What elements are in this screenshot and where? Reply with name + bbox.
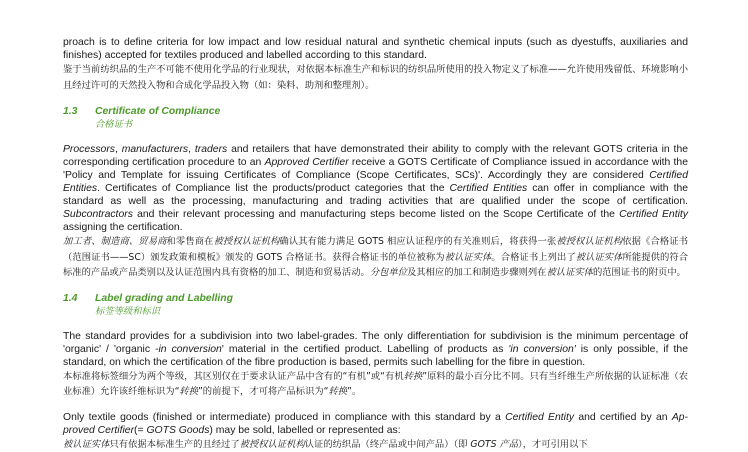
section-title: Label grading and Labelling <box>95 293 233 304</box>
text: can offer in compliance with the standard as well as the processing, manufacturing and trading activities that are qualified under the scope of certification. <box>63 183 688 207</box>
term: 分包单位 <box>370 267 407 278</box>
term: Certified Entities <box>63 170 688 194</box>
text: ”的前提下，才可将产品标识为“ <box>198 386 329 397</box>
term: Subcontractors <box>63 209 133 220</box>
document-page <box>63 36 688 452</box>
text: ) may be sold, labelled or represented as: <box>209 425 400 436</box>
term: 被授权认证机构 <box>556 236 622 247</box>
text: assigning the certification. <box>63 222 183 233</box>
text: is only possible, if the standard, on which the certification of the fibre production is based, permits such labelling for the fibre in question. <box>63 344 688 368</box>
text: (= <box>134 425 146 436</box>
term: 被认证实体 <box>576 252 623 263</box>
term: GOTS Goods <box>146 425 209 436</box>
text: 。合格证书上列出了 <box>491 252 575 263</box>
text: , <box>115 144 122 155</box>
term: 转换 <box>404 371 423 382</box>
text: and their relevant processing and manufacturing steps become listed on the Scope Certificate of the <box>133 209 619 220</box>
term: GOTS 产品 <box>470 439 518 450</box>
labelling-paragraph <box>63 411 688 437</box>
text: ' material in the certified product. Labelling of products as <box>222 344 509 355</box>
term: 被认证实体 <box>546 267 592 278</box>
text: 依据《合格证书（范围证书——SC）颁发政策和模板》颁发的 GOTS 合格证书。获得合格证书的单位被称为 <box>63 236 688 263</box>
text: Only textile goods (finished or intermediate) produced in compliance with this standard by a <box>63 412 505 423</box>
term: Approved Certifier <box>265 157 349 168</box>
text: and certified by an <box>574 412 672 423</box>
term: 被授权认证机构 <box>214 236 280 247</box>
section-heading-1-3 <box>63 105 688 118</box>
term: 被认证实体 <box>63 439 109 450</box>
term: 被授权认证机构 <box>240 439 305 450</box>
text: 和零售商在 <box>167 236 214 247</box>
text: The standard provides for a subdivision into two label-grades. The only differentiation for subdivision is the minimum percentage of 'organic' / 'organic <box>63 331 688 355</box>
term: 转换 <box>179 386 198 397</box>
text: ”。 <box>347 386 361 397</box>
certificate-paragraph-zh <box>63 234 688 281</box>
text: 所能提供的符合标准的产品或产品类别以及认证范围内具有资格的加工、制造和贸易活动。 <box>63 252 688 279</box>
term: -in conversion <box>155 344 222 355</box>
text: 本标准将标签细分为两个等级，其区别仅在于要求认证产品中含有的“有机”或“有机 <box>63 371 404 382</box>
text: 的范围证书的附页中。 <box>593 267 686 278</box>
intro-paragraph-zh: 鉴于当前纺织品的生产不可能不使用化学品的行业现状，对依据本标准生产和标识的纺织品所使用的投入物定义了标准——允许使用残留低、环境影响小且经过许可的天然投入物和合成化学品投入物（如：染料、助剂和整理剂）。 <box>63 62 688 93</box>
term: 被认证实体 <box>445 252 492 263</box>
text: ”原料的最小百分比不同。只有当纤维生产所依据的认证标准（农业标准）允许该纤维标识为“ <box>63 371 688 398</box>
text: 只有依据本标准生产的且经过了 <box>109 439 239 450</box>
term: traders <box>195 144 227 155</box>
text: receive a GOTS Certificate of Compliance issued in accordance with the 'Policy and Template for issuing Certificates of Compliance (Scope Certificates, SCs)'. Accordingly they are considered <box>63 157 688 181</box>
section-title-zh: 合格证书 <box>63 118 688 131</box>
text: 及其相应的加工和制造步骤则列在 <box>407 267 546 278</box>
text: ），才可引用以下 <box>518 439 588 450</box>
label-grading-paragraph <box>63 330 688 369</box>
term: 'in conversion' <box>508 344 575 355</box>
labelling-paragraph-zh <box>63 437 688 452</box>
label-grading-paragraph-zh <box>63 369 688 400</box>
text: , <box>188 144 195 155</box>
term: Ap-proved Certifier <box>63 412 688 436</box>
term: Certified Entities <box>449 183 527 194</box>
text: . Certificates of Compliance list the products/product categories that the <box>97 183 449 194</box>
section-number: 1.4 <box>63 292 95 305</box>
intro-paragraph: proach is to define criteria for low impact and low residual natural and synthetic chemical inputs (such as dyestuffs, auxiliaries and finishes) accepted for textiles produced and labelled according to this standard. <box>63 36 688 62</box>
section-heading-1-4 <box>63 292 688 305</box>
certificate-paragraph <box>63 143 688 234</box>
term: 转换 <box>328 386 347 397</box>
section-number: 1.3 <box>63 105 95 118</box>
text: 认证的纺织品（终产品或中间产品）（即 <box>305 439 471 450</box>
section-title: Certificate of Compliance <box>95 106 220 117</box>
term: manufacturers <box>122 144 188 155</box>
term: Processors <box>63 144 115 155</box>
term: Certified Entity <box>619 209 688 220</box>
term: 加工者、制造商、贸易商 <box>63 236 167 247</box>
term: Certified Entity <box>505 412 574 423</box>
text: 确认其有能力满足 GOTS 相应认证程序的有关准则后，将获得一张 <box>279 236 556 247</box>
text: and retailers that have demonstrated their ability to comply with the relevant GOTS criteria in the corresponding certification procedure to an <box>63 144 688 168</box>
section-title-zh: 标签等级和标识 <box>63 305 688 318</box>
